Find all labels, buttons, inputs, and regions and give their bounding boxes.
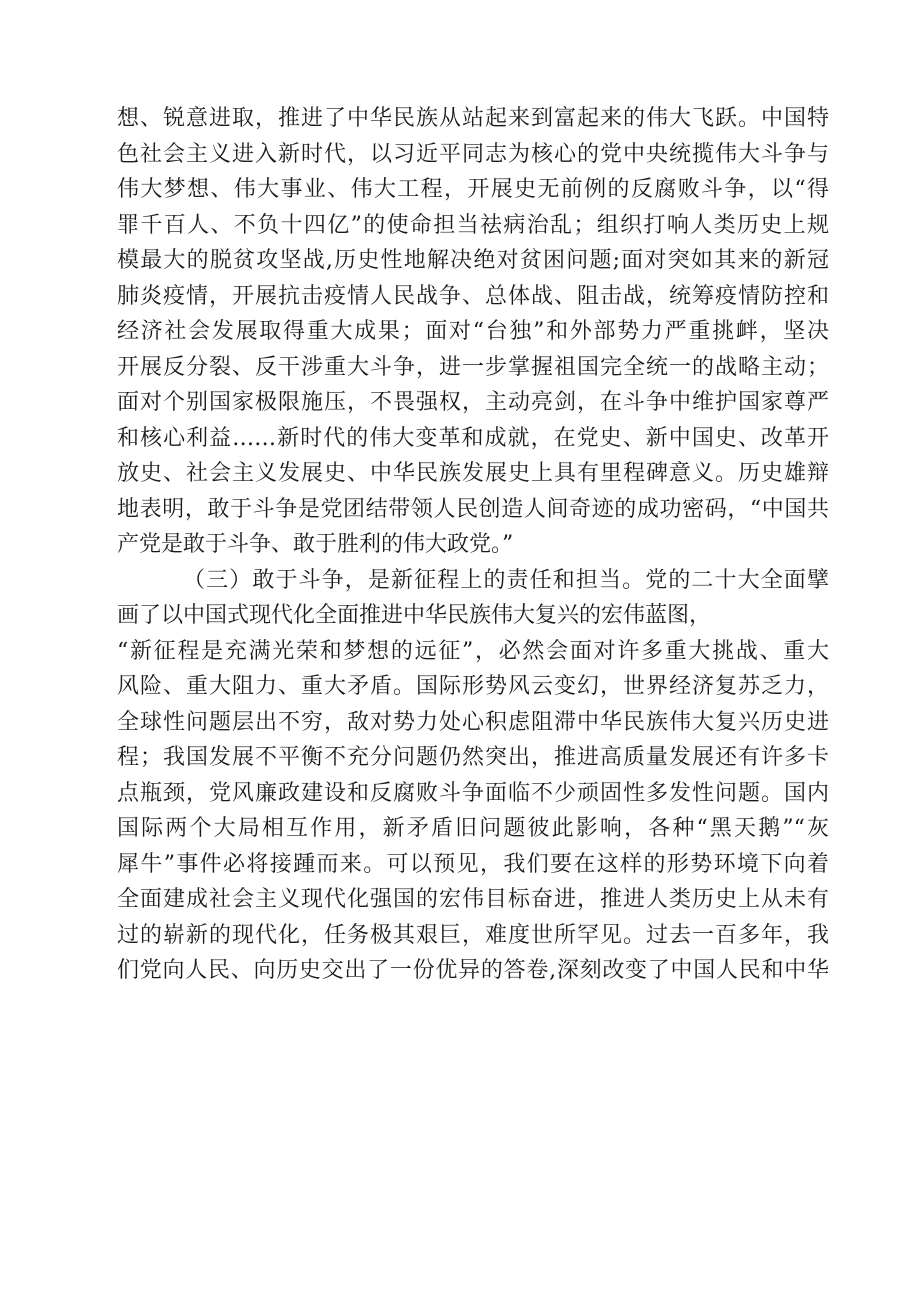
paragraph-line: 经济社会发展取得重大成果；面对“台独”和外部势力严重挑衅，坚决 [117,319,829,344]
paragraph-line: 想、锐意进取，推进了中华民族从站起来到富起来的伟大飞跃。中国特 [117,106,829,131]
paragraph-line: 伟大梦想、伟大事业、伟大工程，开展史无前例的反腐败斗争，以“得 [117,177,829,202]
paragraph-line: 色社会主义进入新时代，以习近平同志为核心的党中央统揽伟大斗争与 [117,141,829,167]
paragraph-line: 面对个别国家极限施压，不畏强权，主动亮剑，在斗争中维护国家尊严 [117,390,829,415]
paragraph-line: “新征程是充满光荣和梦想的远征”，必然会面对许多重大挑战、重大 [117,638,829,664]
section-heading-line: （三）敢于斗争，是新征程上的责任和担当。党的二十大全面擘 [183,567,829,593]
paragraph-line: 风险、重大阻力、重大矛盾。国际形势风云变幻，世界经济复苏乏力， [117,674,829,699]
paragraph-line: 程；我国发展不平衡不充分问题仍然突出，推进高质量发展还有许多卡 [117,745,829,770]
paragraph-line: 罪千百人、不负十四亿”的使命担当祛病治乱；组织打响人类历史上规 [117,212,829,238]
paragraph-line: 产党是敢于斗争、敢于胜利的伟大政党。” [117,532,514,557]
paragraph-line: 地表明，敢于斗争是党团结带领人民创造人间奇迹的成功密码，“中国共 [117,496,829,522]
paragraph-line: 们党向人民、向历史交出了一份优异的答卷,深刻改变了中国人民和中华 [117,958,829,983]
paragraph-line: 画了以中国式现代化全面推进中华民族伟大复兴的宏伟蓝图， [117,603,712,628]
paragraph-line: 肺炎疫情，开展抗击疫情人民战争、总体战、阻击战，统筹疫情防控和 [117,283,829,309]
paragraph-line: 过的崭新的现代化，任务极其艰巨，难度世所罕见。过去一百多年，我 [117,922,829,948]
paragraph-line: 模最大的脱贫攻坚战,历史性地解决绝对贫困问题;面对突如其来的新冠 [117,248,829,273]
paragraph-line: 全球性问题层出不穷，敌对势力处心积虑阻滞中华民族伟大复兴历史进 [117,709,829,735]
paragraph-line: 放史、社会主义发展史、中华民族发展史上具有里程碑意义。历史雄辩 [117,461,829,486]
paragraph-line: 和核心利益……新时代的伟大变革和成就，在党史、新中国史、改革开 [117,425,829,451]
paragraph-line: 犀牛”事件必将接踵而来。可以预见，我们要在这样的形势环境下向着 [117,851,829,877]
document-body [117,101,829,989]
paragraph-line: 点瓶颈，党风廉政建设和反腐败斗争面临不少顽固性多发性问题。国内 [117,780,829,806]
paragraph-line: 开展反分裂、反干涉重大斗争，进一步掌握祖国完全统一的战略主动； [117,354,829,380]
paragraph-line: 全面建成社会主义现代化强国的宏伟目标奋进，推进人类历史上从未有 [117,887,829,912]
paragraph-line: 国际两个大局相互作用，新矛盾旧问题彼此影响，各种“黑天鹅”“灰 [117,816,829,841]
